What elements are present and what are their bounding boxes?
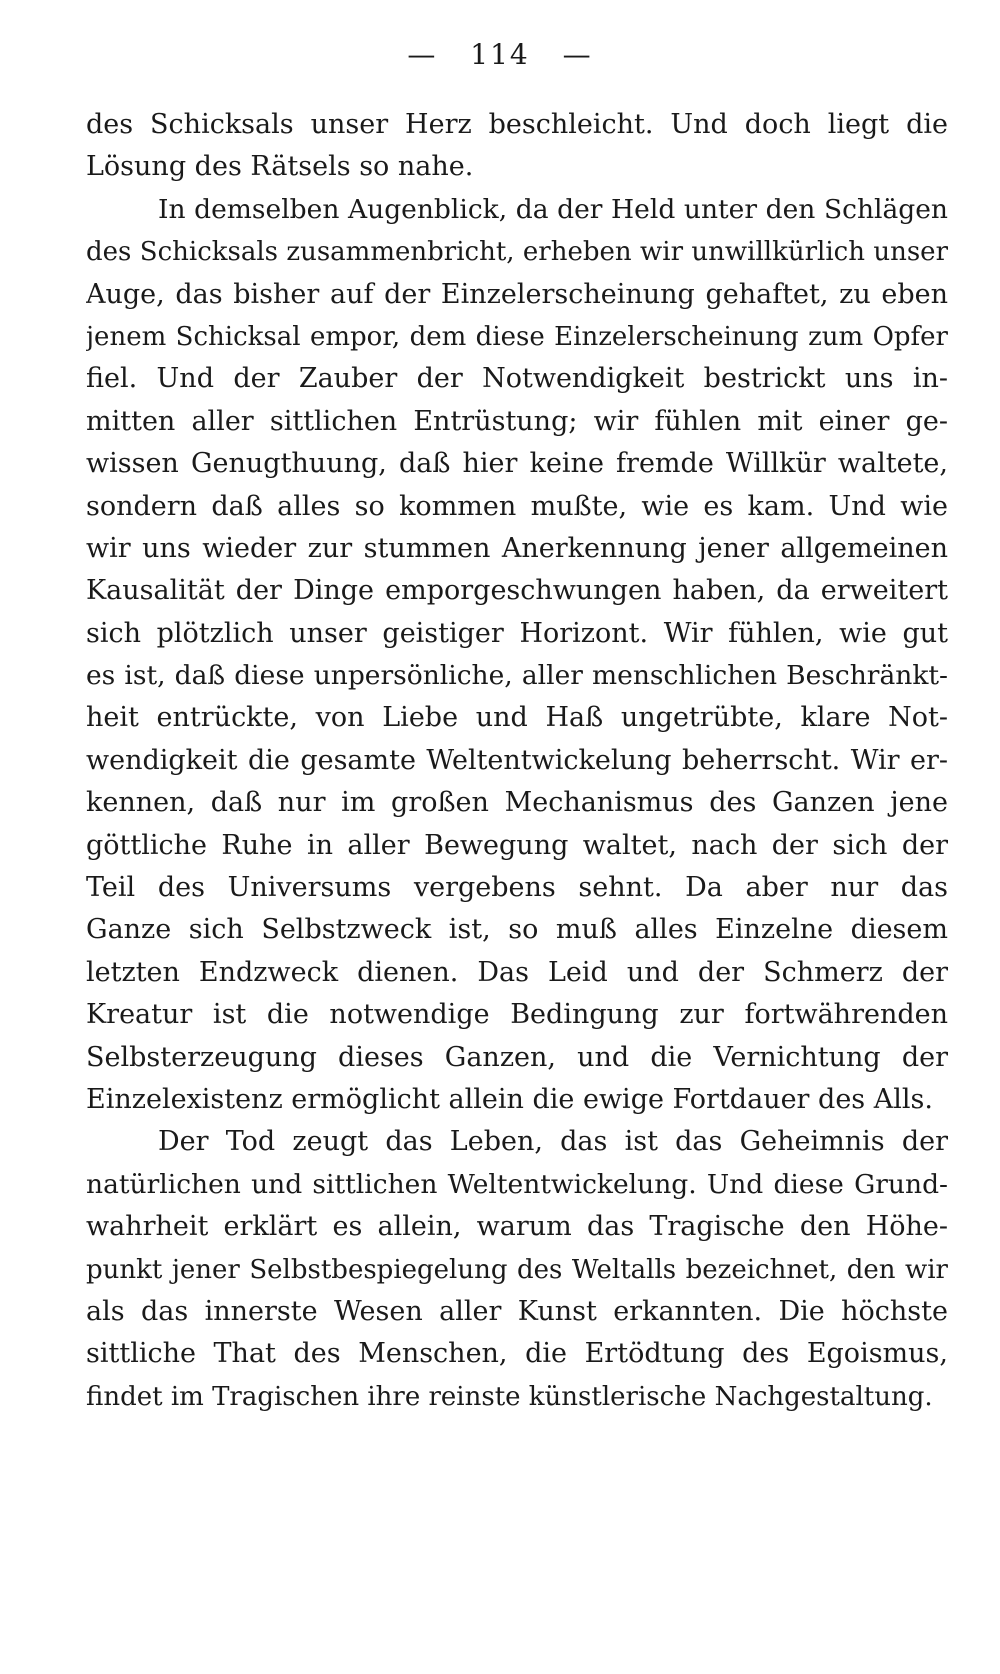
text-line: sittliche That des Menschen, die Ertödtung des Egoismus, [86,1338,948,1370]
text-line: mitten aller sittlichen Entrüstung; wir fühlen mit einer ge- [86,405,948,437]
text-line: sich plötzlich unser geistiger Horizont. Wir fühlen, wie gut [86,617,948,649]
text-line: natürlichen und sittlichen Weltentwickelung. Und diese Grund- [86,1168,948,1200]
text-line: findet im Tragischen ihre reinste künstlerische Nachgestaltung. [86,1381,933,1412]
header-dash-right: — [562,38,593,71]
text-line: fiel. Und der Zauber der Notwendigkeit bestrickt uns in- [86,363,948,395]
page-number: 114 [470,38,530,71]
text-line: Selbsterzeugung dieses Ganzen, und die Vernichtung der [86,1041,948,1073]
text-line: Der Tod zeugt das Leben, das ist das Geheimnis der [158,1126,948,1158]
text-line: göttliche Ruhe in aller Bewegung waltet, nach der sich der [86,829,948,861]
text-line: Auge, das bisher auf der Einzelerscheinung gehaftet, zu eben [86,278,948,310]
text-line: punkt jener Selbstbespiegelung des Weltalls bezeichnet, den wir [86,1254,948,1285]
text-line: Lösung des Rätsels so nahe. [86,151,474,183]
text-line: sondern daß alles so kommen mußte, wie es kam. Und wie [86,490,948,522]
header-dash-left: — [407,38,438,71]
text-line: es ist, daß diese unpersönliche, aller menschlichen Beschränkt- [86,660,948,692]
text-line: Ganze sich Selbstzweck ist, so muß alles Einzelne diesem [86,914,948,946]
text-line: wissen Genugthuung, daß hier keine fremde Willkür waltete, [86,448,948,480]
page-header [0,38,1000,71]
text-line: kennen, daß nur im großen Mechanismus des Ganzen jene [86,787,948,819]
text-line: wendigkeit die gesamte Weltentwickelung beherrscht. Wir er- [86,744,948,776]
text-line: des Schicksals zusammenbricht, erheben wir unwillkürlich unser [86,237,948,268]
text-line: Teil des Universums vergebens sehnt. Da aber nur das [86,872,948,904]
text-line: Kausalität der Dinge emporgeschwungen haben, da erweitert [86,575,948,607]
text-line: Einzelexistenz ermöglicht allein die ewige Fortdauer des Alls. [86,1083,933,1115]
text-line: als das innerste Wesen aller Kunst erkannten. Die höchste [86,1295,948,1327]
text-line: des Schicksals unser Herz beschleicht. Und doch liegt die [86,109,948,140]
text-line: In demselben Augenblick, da der Held unter den Schlägen [158,193,948,225]
text-line: letzten Endzweck dienen. Das Leid und der Schmerz der [86,956,948,988]
body-text [86,104,948,1418]
text-line: Kreatur ist die notwendige Bedingung zur fortwährenden [86,999,948,1031]
text-line: wahrheit erklärt es allein, warum das Tragische den Höhe- [86,1211,948,1243]
text-line: wir uns wieder zur stummen Anerkennung jener allgemeinen [86,532,948,564]
text-line: jenem Schicksal empor, dem diese Einzelerscheinung zum Opfer [86,321,948,352]
text-line: heit entrückte, von Liebe und Haß ungetrübte, klare Not- [86,702,948,734]
